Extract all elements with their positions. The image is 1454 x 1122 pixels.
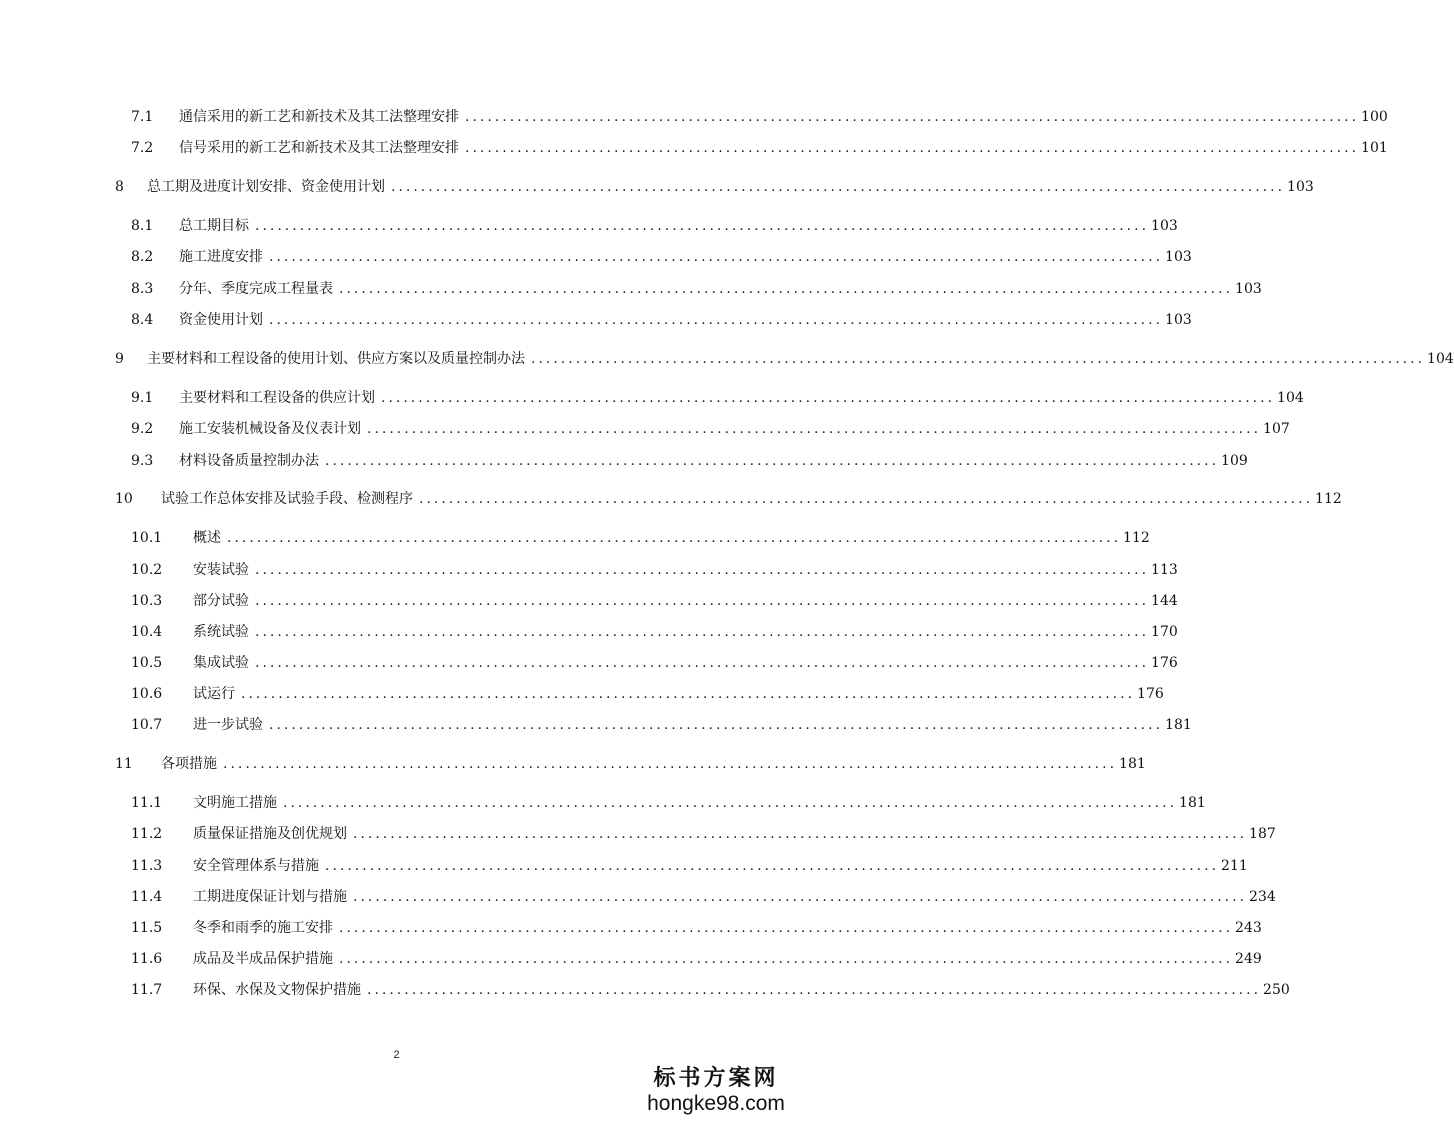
toc-entry-page: 211 — [1221, 858, 1248, 874]
toc-entry-title: 信号采用的新工艺和新技术及其工法整理安排 — [179, 140, 459, 156]
toc-entry-10-5[interactable] — [131, 652, 1178, 674]
dot-leader: ........................................................................................................................ — [255, 624, 1150, 640]
toc-entry-page: 176 — [1151, 655, 1178, 671]
dot-leader: ........................................................................................................................ — [283, 795, 1178, 811]
toc-entry-10-4[interactable] — [131, 621, 1178, 643]
toc-entry-title: 总工期及进度计划安排、资金使用计划 — [147, 179, 385, 195]
watermark-url-text: hongke98.com — [647, 1092, 785, 1115]
toc-entry-number: 7.1 — [131, 109, 154, 125]
toc-entry-number: 11 — [115, 756, 133, 772]
dot-leader: ........................................................................................................................ — [255, 218, 1150, 234]
toc-entry-title: 成品及半成品保护措施 — [193, 951, 333, 967]
dot-leader: ........................................................................................................................ — [255, 593, 1150, 609]
toc-entry-number: 11.7 — [131, 982, 163, 998]
dot-leader: ........................................................................................................................ — [465, 109, 1360, 125]
watermark-cn-text: 标书方案网 — [653, 1066, 779, 1091]
toc-entry-number: 11.6 — [131, 951, 163, 967]
toc-entry-title: 集成试验 — [193, 655, 249, 671]
toc-entry-9-3[interactable] — [131, 450, 1248, 472]
toc-entry-number: 8 — [115, 179, 124, 195]
dot-leader: ........................................................................................................................ — [531, 351, 1426, 367]
toc-entry-page: 103 — [1151, 218, 1178, 234]
toc-entry-title: 通信采用的新工艺和新技术及其工法整理安排 — [179, 109, 459, 125]
toc-entry-11-5[interactable] — [131, 917, 1262, 939]
toc-entry-page: 234 — [1249, 889, 1276, 905]
toc-entry-number: 11.4 — [131, 889, 163, 905]
toc-entry-number: 10.3 — [131, 593, 163, 609]
toc-entry-number: 8.2 — [131, 249, 154, 265]
toc-entry-11[interactable] — [115, 753, 1146, 775]
toc-entry-title: 资金使用计划 — [179, 312, 263, 328]
toc-entry-10-1[interactable] — [131, 527, 1150, 549]
toc-entry-number: 10.6 — [131, 686, 163, 702]
toc-entry-title: 部分试验 — [193, 593, 249, 609]
toc-entry-title: 进一步试验 — [193, 717, 263, 733]
dot-leader: ........................................................................................................................ — [367, 982, 1262, 998]
toc-entry-10[interactable] — [115, 488, 1342, 510]
toc-entry-title: 主要材料和工程设备的供应计划 — [179, 390, 375, 406]
toc-entry-number: 8.3 — [131, 281, 154, 297]
dot-leader: ........................................................................................................................ — [255, 562, 1150, 578]
toc-entry-page: 144 — [1151, 593, 1178, 609]
toc-entry-10-7[interactable] — [131, 714, 1192, 736]
toc-entry-title: 冬季和雨季的施工安排 — [193, 920, 333, 936]
toc-entry-title: 安全管理体系与措施 — [193, 858, 319, 874]
toc-entry-11-7[interactable] — [131, 979, 1290, 1001]
toc-entry-page: 103 — [1235, 281, 1262, 297]
dot-leader: ........................................................................................................................ — [255, 655, 1150, 671]
dot-leader: ........................................................................................................................ — [325, 858, 1220, 874]
toc-entry-number: 11.2 — [131, 826, 163, 842]
toc-entry-title: 系统试验 — [193, 624, 249, 640]
toc-entry-page: 176 — [1137, 686, 1164, 702]
toc-entry-page: 181 — [1165, 717, 1192, 733]
toc-entry-page: 112 — [1123, 530, 1150, 546]
toc-entry-11-3[interactable] — [131, 855, 1248, 877]
dot-leader: ........................................................................................................................ — [381, 390, 1276, 406]
toc-entry-11-1[interactable] — [131, 792, 1206, 814]
toc-entry-title: 施工进度安排 — [179, 249, 263, 265]
toc-entry-title: 分年、季度完成工程量表 — [179, 281, 333, 297]
toc-entry-10-2[interactable] — [131, 559, 1178, 581]
toc-entry-title: 各项措施 — [161, 756, 217, 772]
dot-leader: ........................................................................................................................ — [391, 179, 1286, 195]
toc-entry-page: 101 — [1361, 140, 1388, 156]
toc-entry-title: 文明施工措施 — [193, 795, 277, 811]
toc-entry-page: 112 — [1315, 491, 1342, 507]
toc-entry-page: 187 — [1249, 826, 1276, 842]
toc-entry-title: 概述 — [193, 530, 221, 546]
dot-leader: ........................................................................................................................ — [419, 491, 1314, 507]
toc-entry-number: 7.2 — [131, 140, 154, 156]
toc-entry-page: 249 — [1235, 951, 1262, 967]
toc-entry-title: 材料设备质量控制办法 — [179, 453, 319, 469]
toc-entry-9-2[interactable] — [131, 418, 1290, 440]
watermark-logo — [642, 1066, 790, 1116]
dot-leader: ........................................................................................................................ — [269, 312, 1164, 328]
toc-entry-number: 10.5 — [131, 655, 163, 671]
toc-entry-title: 工期进度保证计划与措施 — [193, 889, 347, 905]
toc-entry-page: 113 — [1151, 562, 1178, 578]
dot-leader: ........................................................................................................................ — [339, 281, 1234, 297]
toc-entry-number: 9.3 — [131, 453, 154, 469]
dot-leader: ........................................................................................................................ — [269, 717, 1164, 733]
toc-entry-number: 10.4 — [131, 624, 163, 640]
toc-entry-number: 10.2 — [131, 562, 163, 578]
toc-entry-11-6[interactable] — [131, 948, 1262, 970]
toc-entry-number: 10.1 — [131, 530, 163, 546]
toc-entry-page: 243 — [1235, 920, 1262, 936]
toc-entry-number: 9.2 — [131, 421, 154, 437]
toc-entry-title: 主要材料和工程设备的使用计划、供应方案以及质量控制办法 — [147, 351, 525, 367]
toc-entry-7-2[interactable] — [131, 137, 1388, 159]
toc-entry-9[interactable] — [115, 348, 1454, 370]
toc-entry-page: 170 — [1151, 624, 1178, 640]
toc-entry-page: 104 — [1427, 351, 1454, 367]
toc-entry-page: 103 — [1165, 249, 1192, 265]
toc-entry-8[interactable] — [115, 176, 1314, 198]
toc-entry-number: 8.1 — [131, 218, 154, 234]
toc-entry-page: 107 — [1263, 421, 1290, 437]
dot-leader: ........................................................................................................................ — [227, 530, 1122, 546]
toc-entry-8-4[interactable] — [131, 309, 1192, 331]
dot-leader: ........................................................................................................................ — [241, 686, 1136, 702]
dot-leader: ........................................................................................................................ — [367, 421, 1262, 437]
dot-leader: ........................................................................................................................ — [353, 826, 1248, 842]
toc-entry-title: 施工安装机械设备及仪表计划 — [179, 421, 361, 437]
dot-leader: ........................................................................................................................ — [223, 756, 1118, 772]
toc-entry-page: 109 — [1221, 453, 1248, 469]
toc-entry-page: 100 — [1361, 109, 1388, 125]
toc-entry-8-3[interactable] — [131, 278, 1262, 300]
toc-entry-11-4[interactable] — [131, 886, 1276, 908]
dot-leader: ........................................................................................................................ — [465, 140, 1360, 156]
toc-entry-number: 11.3 — [131, 858, 163, 874]
toc-entry-title: 试运行 — [193, 686, 235, 702]
toc-entry-number: 10.7 — [131, 717, 163, 733]
toc-entry-title: 安装试验 — [193, 562, 249, 578]
toc-entry-9-1[interactable] — [131, 387, 1304, 409]
toc-entry-page: 181 — [1119, 756, 1146, 772]
toc-entry-page: 103 — [1287, 179, 1314, 195]
dot-leader: ........................................................................................................................ — [339, 920, 1234, 936]
toc-entry-number: 9 — [115, 351, 124, 367]
toc-entry-number: 9.1 — [131, 390, 154, 406]
toc-entry-page: 104 — [1277, 390, 1304, 406]
toc-entry-8-1[interactable] — [131, 215, 1178, 237]
toc-entry-title: 环保、水保及文物保护措施 — [193, 982, 361, 998]
dot-leader: ........................................................................................................................ — [353, 889, 1248, 905]
toc-entry-number: 8.4 — [131, 312, 154, 328]
toc-entry-number: 10 — [115, 491, 133, 507]
toc-entry-11-2[interactable] — [131, 823, 1276, 845]
toc-entry-7-1[interactable] — [131, 106, 1388, 128]
toc-entry-title: 试验工作总体安排及试验手段、检测程序 — [161, 491, 413, 507]
toc-entry-number: 11.1 — [131, 795, 163, 811]
dot-leader: ........................................................................................................................ — [269, 249, 1164, 265]
toc-entry-title: 质量保证措施及创优规划 — [193, 826, 347, 842]
toc-entry-page: 103 — [1165, 312, 1192, 328]
dot-leader: ........................................................................................................................ — [339, 951, 1234, 967]
toc-entry-10-6[interactable] — [131, 683, 1164, 705]
toc-entry-8-2[interactable] — [131, 246, 1192, 268]
toc-entry-page: 181 — [1179, 795, 1206, 811]
dot-leader: ........................................................................................................................ — [325, 453, 1220, 469]
toc-entry-10-3[interactable] — [131, 590, 1178, 612]
toc-entry-page: 250 — [1263, 982, 1290, 998]
toc-entry-title: 总工期目标 — [179, 218, 249, 234]
page-number: 2 — [393, 1049, 400, 1061]
toc-entry-number: 11.5 — [131, 920, 163, 936]
